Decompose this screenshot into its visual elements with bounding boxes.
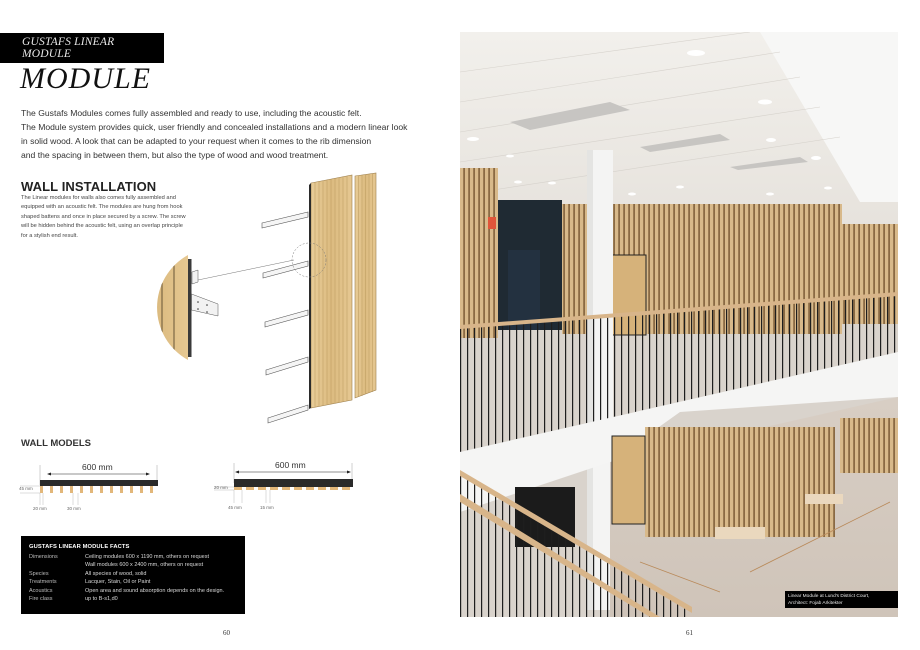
intro-line: The Module system provides quick, user friendly and concealed installations and a modern linear look: [21, 122, 408, 132]
intro-line: The Gustafs Modules comes fully assembled and ready to use, including the acoustic felt.: [21, 108, 362, 118]
model-b-depth-label: 20 mm: [214, 485, 228, 490]
facts-value: Lacquer, Stain, Oil or Paint: [85, 579, 151, 585]
page-title: MODULE: [20, 62, 151, 95]
section-title: GUSTAFS LINEAR MODULE: [22, 36, 115, 60]
facts-value: Ceiling modules 600 x 1190 mm, others on request: [85, 553, 210, 560]
facts-value: All species of wood, solid: [85, 570, 147, 577]
model-a-rib-label: 20 mm: [33, 506, 47, 511]
wall-model-b-diagram: [200, 455, 400, 520]
facts-key: Acoustics: [29, 587, 53, 594]
facts-row: [29, 578, 237, 587]
wall-installation-illustration: [100, 160, 410, 430]
intro-line: and the spacing in between them, but also the type of wood and wood treatment.: [21, 150, 329, 160]
facts-key: Dimensions: [29, 553, 58, 560]
intro-line: in solid wood. A look that can be adapted to your request when it comes to the rib dimension: [21, 136, 372, 146]
interior-photo: [460, 32, 898, 617]
facts-value: Open area and sound absorption depends on the design.: [85, 587, 225, 594]
wall-installation-heading: WALL INSTALLATION: [21, 179, 157, 194]
facts-row: [29, 595, 237, 604]
wall-model-a-diagram: [0, 455, 200, 520]
intro-paragraph: [21, 106, 408, 162]
model-b-rib-label: 45 mm: [228, 505, 242, 510]
text-line: The Linear modules for walls also comes fully assembled and: [21, 195, 176, 201]
facts-title: GUSTAFS LINEAR MODULE FACTS: [29, 544, 130, 550]
model-a-width-label: 600 mm: [82, 462, 113, 472]
facts-key: [29, 561, 85, 570]
facts-value: Wall modules 600 x 2400 mm, others on request: [85, 562, 204, 568]
text-line: will be hidden behind the acoustic felt, using an overlap principle: [21, 223, 183, 230]
facts-row: [29, 570, 237, 579]
facts-row: [29, 553, 237, 562]
facts-value: up to B-s1,d0: [85, 596, 118, 602]
text-line: shaped battens and once in place secured by a screw. The screw: [21, 213, 186, 220]
facts-key: Fire class: [29, 596, 53, 602]
wall-models-heading: WALL MODELS: [21, 438, 92, 449]
photo-illustration: [460, 32, 898, 617]
photo-caption: [785, 591, 898, 608]
caption-line: Linear Module at Lund's District Court,: [788, 594, 870, 599]
caption-line: Architect: Fojab Arkitekter: [788, 601, 843, 606]
facts-row: [29, 561, 237, 570]
page-number-right: 61: [686, 629, 693, 637]
model-a-depth-label: 45 mm: [19, 486, 33, 491]
page-number-left: 60: [223, 629, 230, 637]
facts-row: [29, 587, 237, 596]
model-b-width-label: 600 mm: [275, 460, 306, 470]
model-a-gap-label: 30 mm: [67, 506, 81, 511]
model-b-gap-label: 15 mm: [260, 505, 274, 510]
section-title-bar: [0, 33, 164, 63]
facts-box: [21, 536, 245, 614]
text-line: for a stylish end result.: [21, 232, 78, 239]
facts-key: Treatments: [29, 579, 57, 585]
text-line: equipped with an acoustic felt. The modules are hung from hook: [21, 204, 183, 211]
facts-key: Species: [29, 570, 49, 577]
